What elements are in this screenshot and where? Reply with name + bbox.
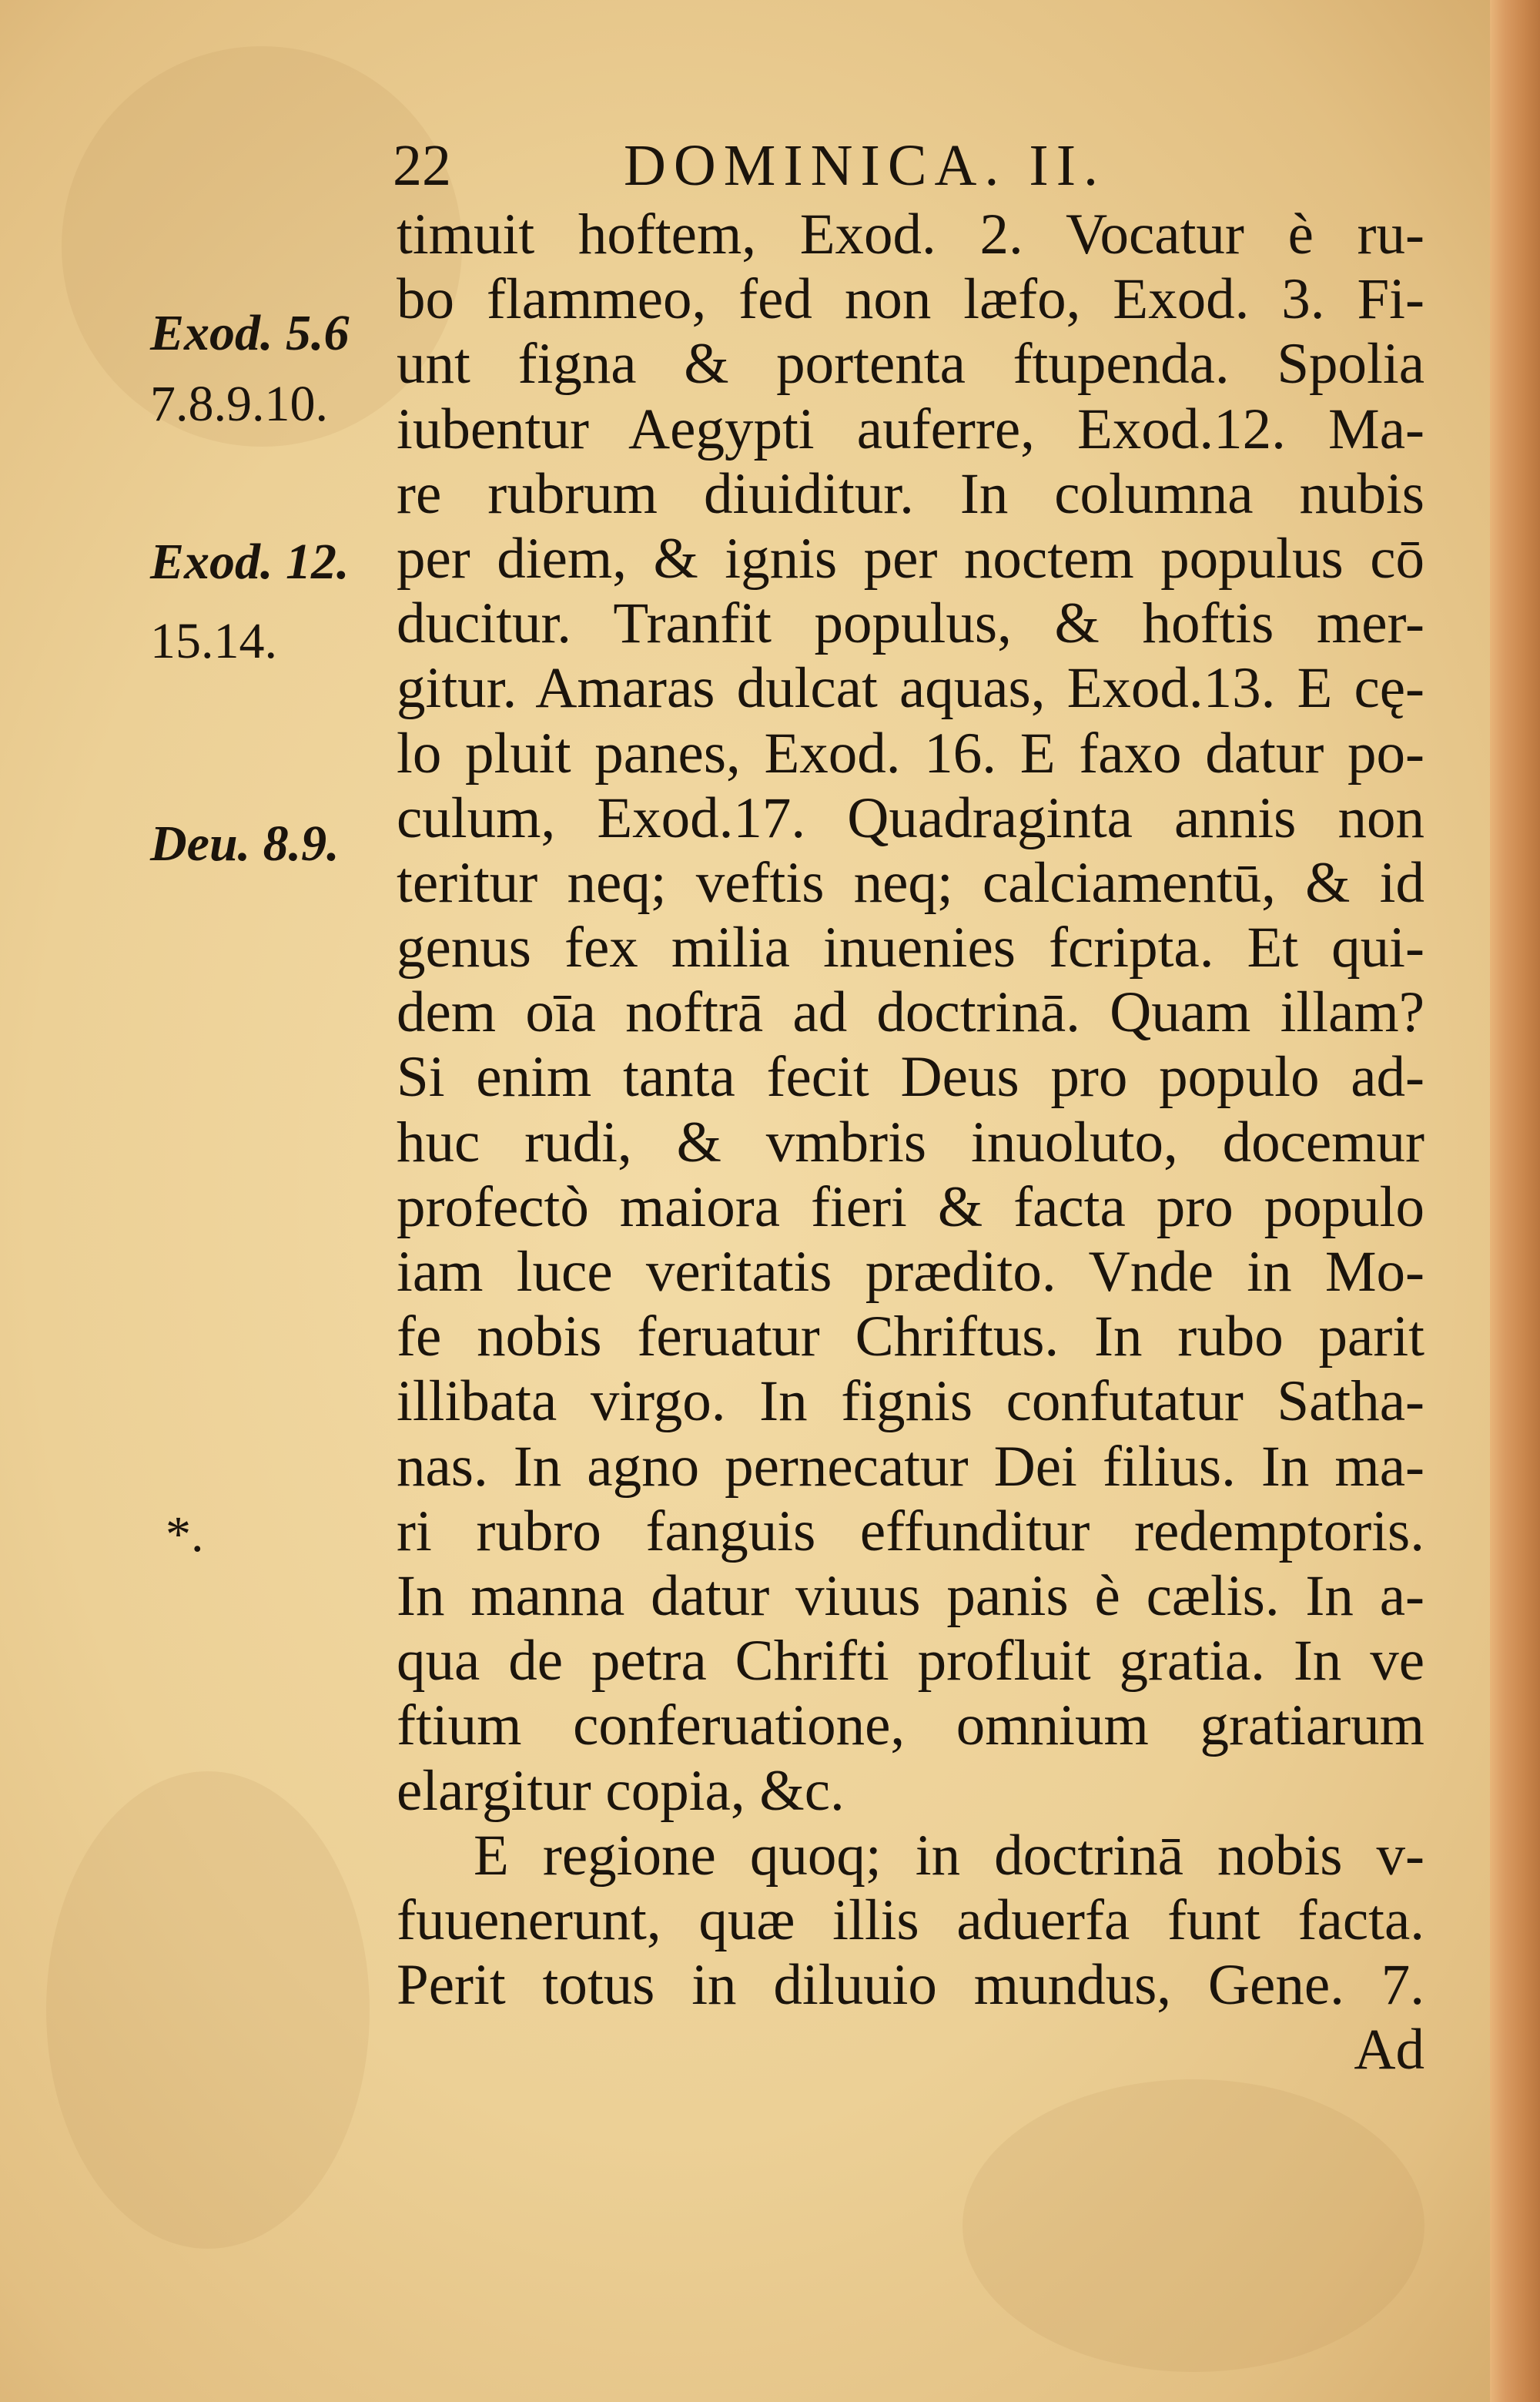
page-number: 22 [393,133,451,198]
text-line: In manna datur viuus panis è cælis. In a- [397,1563,1424,1628]
text-line: dem oīa noftrā ad doctrinā. Quam illam? [397,980,1424,1045]
margin-note-line: *. [166,1506,204,1563]
text-line: fe nobis feruatur Chriftus. In rubo parit [397,1305,1424,1369]
text-line: illibata virgo. In fignis confutatur Satha- [397,1369,1424,1434]
text-line: profectò maiora fieri & facta pro populo [397,1174,1424,1239]
text-line: huc rudi, & vmbris inuoluto, docemur [397,1110,1424,1174]
text-line: re rubrum diuiditur. In columna nubis [397,461,1424,526]
text-line: timuit hoftem, Exod. 2. Vocatur è ru- [397,203,1424,266]
margin-note [150,376,328,432]
text-line: teritur neq; veftis neq; calciamentū, & id [397,850,1424,915]
text-line: qua de petra Chrifti profluit gratia. In ve [397,1629,1424,1693]
text-line: ftium conferuatione, omnium gratiarum [397,1693,1424,1758]
text-line: gitur. Amaras dulcat aquas, Exod.13. E cę- [397,656,1424,721]
text-line: nas. In agno pernecatur Dei filius. In ma- [397,1434,1424,1499]
margin-note [150,613,277,669]
page-edge [1490,0,1540,2402]
text-line: iam luce veritatis prædito. Vnde in Mo- [397,1240,1424,1304]
text-line: E regione quoq; in doctrinā nobis v- [474,1823,1424,1888]
margin-note [150,816,340,872]
text-line: lo pluit panes, Exod. 16. E faxo datur po- [397,721,1424,786]
paper-stain [46,1771,370,2249]
margin-note [150,534,350,590]
text-line: Perit totus in diluuio mundus, Gene. 7. [397,1953,1424,2018]
text-line: fuuenerunt, quæ illis aduerfa funt facta. [397,1888,1424,1952]
text-line: Si enim tanta fecit Deus pro populo ad- [397,1045,1424,1110]
text-line: genus fex milia inuenies fcripta. Et qui- [397,916,1424,980]
text-line: unt figna & portenta ftupenda. Spolia [397,332,1424,397]
margin-note-line: Deu. 8.9. [150,816,340,872]
running-title: DOMINICA. II. [624,133,1106,198]
margin-note [150,305,350,361]
margin-note-line: 15.14. [150,613,277,669]
margin-note-line: Exod. 12. [150,534,350,590]
margin-note [166,1506,204,1563]
page-header [393,129,1432,203]
text-line: ri rubro fanguis effunditur redemptoris. [397,1499,1424,1563]
paper-stain [962,2079,1424,2372]
margin-note-line: 7.8.9.10. [150,376,328,432]
text-line: culum, Exod.17. Quadraginta annis non [397,786,1424,850]
catchword: Ad [1354,2018,1424,2082]
text-line: per diem, & ignis per noctem populus cō [397,526,1424,591]
body-text [397,203,1424,2082]
text-line: bo flammeo, fed non læfo, Exod. 3. Fi- [397,267,1424,332]
text-line: iubentur Aegypti auferre, Exod.12. Ma- [397,397,1424,461]
margin-note-line: Exod. 5.6 [150,305,350,361]
text-line: elargitur copia, &c. [397,1758,845,1823]
text-line: ducitur. Tranfit populus, & hoftis mer- [397,591,1424,656]
